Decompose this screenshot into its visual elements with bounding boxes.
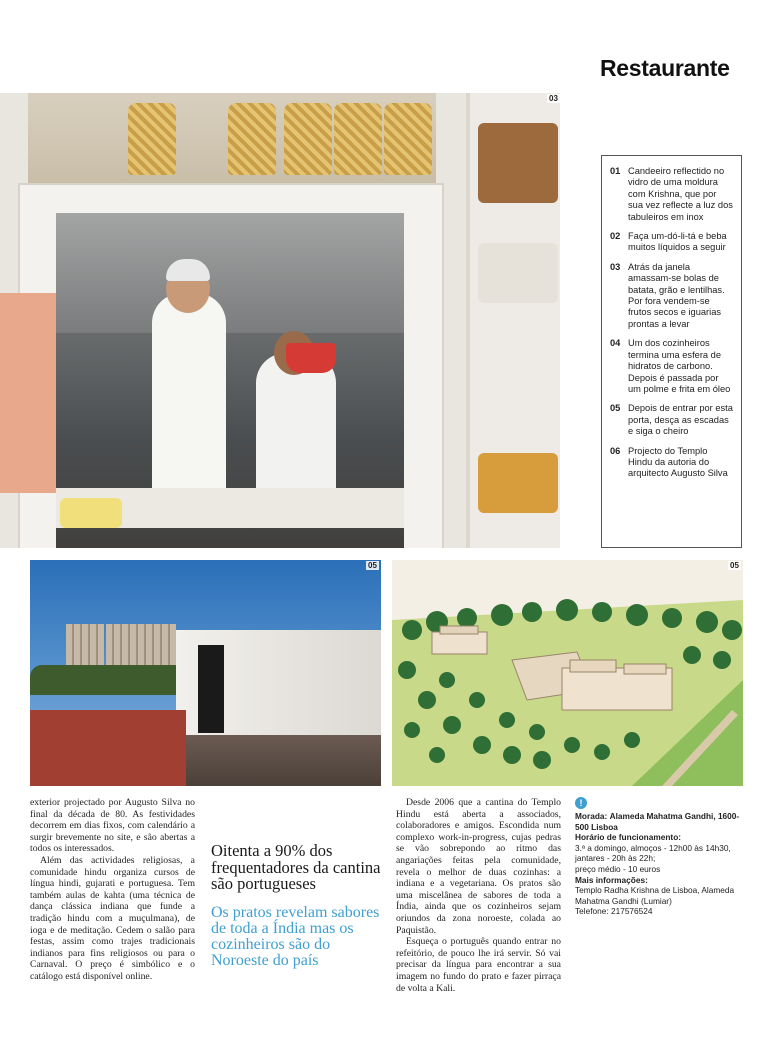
price-value: preço médio - 10 euros	[575, 863, 661, 874]
more-info-value: Templo Radha Krishna de Lisboa, Alameda Mahatma Gandhi (Lumiar)	[575, 885, 735, 906]
pull-quote-headline: Oitenta a 90% dos frequentadores da cantina são portugueses	[211, 841, 381, 893]
pull-quote-subhead: Os pratos revelam sabores de toda a Índia mas os cozinheiros são do Noroeste do país	[211, 903, 380, 969]
kitchen-wall	[56, 213, 404, 333]
snack-bag	[384, 103, 432, 175]
captions-box	[601, 155, 742, 548]
caption-number: 05	[610, 403, 621, 414]
caption-number: 06	[610, 445, 621, 456]
caption-item	[610, 166, 733, 223]
cook-figure-left	[0, 293, 56, 493]
photo-number: 03	[549, 94, 558, 103]
snack-display	[478, 453, 558, 513]
address-label: Morada:	[575, 811, 608, 821]
drawing-illustration	[392, 560, 743, 786]
hours-value: 3.ª a domingo, almoços - 12h00 às 14h30, jantares - 20h às 22h;	[575, 842, 731, 864]
kitchen-photo	[0, 93, 560, 548]
caption-item	[610, 262, 733, 330]
side-shelf	[466, 93, 560, 548]
exterior-photo	[30, 560, 381, 786]
caption-text: Um dos cozinheiros termina uma esfera de hidratos de carbono. Depois é passada por um polme e frita em óleo	[628, 338, 731, 394]
article-column-1	[30, 797, 195, 983]
caption-text: Faça um-dó-li-tá e beba muitos líquidos a seguir	[628, 231, 727, 253]
cook-figure	[152, 293, 226, 513]
pull-quote	[211, 843, 381, 969]
caption-item	[610, 338, 733, 395]
caption-item	[610, 403, 733, 437]
caption-text: Projecto do Templo Hindu da autoria do arquitecto Augusto Silva	[628, 445, 728, 479]
caption-item	[610, 231, 733, 254]
caption-item	[610, 446, 733, 480]
snack-bag	[128, 103, 176, 175]
section-title: Restaurante	[600, 55, 730, 81]
info-icon: !	[575, 797, 587, 809]
red-wall	[30, 710, 186, 786]
snack-bag	[334, 103, 382, 175]
address-value: Alameda Mahatma Gandhi, 1600-500 Lisboa	[575, 811, 740, 832]
entrance-door	[198, 645, 224, 733]
snack-bag	[284, 103, 332, 175]
snack-display	[478, 243, 558, 303]
caption-text: Atrás da janela amassam-se bolas de batata, grão e lentilhas. Por fora vendem-se frutos secos e iguarias prontas a levar	[628, 261, 725, 329]
snack-shelf	[28, 93, 436, 183]
food-tray	[60, 498, 122, 528]
caption-text: Depois de entrar por esta porta, desça as escadas e siga o cheiro	[628, 403, 733, 437]
caption-number: 01	[610, 166, 621, 176]
caption-number: 02	[610, 231, 621, 242]
hours-label: Horário de funcionamento:	[575, 832, 682, 843]
photo-number: 05	[730, 561, 739, 570]
photo-number: 05	[368, 561, 377, 570]
snack-display	[478, 123, 558, 203]
red-bowl	[286, 343, 336, 373]
article-paragraph: Além das actividades religiosas, a comunidade hindu organiza cursos de língua hindi, gujarati e portuguesa. Tem também aulas de kahta (uma técnica de dança clássica indiana que funde a tradição hindu com a muçulmana), de ioga e de meditação. Cedem o salão para festas, assim como trajes tradicionais indianos para fins religiosos ou para o Carnaval. O preço é simbólico e o catálogo está disponível online.	[30, 854, 195, 982]
caption-number: 03	[610, 261, 621, 272]
info-box	[575, 797, 750, 917]
more-info-label: Mais informações:	[575, 874, 648, 885]
article-paragraph: exterior projectado por Augusto Silva no final da década de 80. As festividades decorrem em dias fixos, com calendário a surgir brevemente no site, e são abertas a todos os interessados.	[30, 797, 195, 855]
article-column-3	[396, 797, 561, 994]
article-paragraph: Desde 2006 que a cantina do Templo Hindu está aberta a associados, colaboradores e amigos. Escondida num complexo work-in-progress, cujas pedras se vão sobrepondo ao ritmo das angariações feitas pela comunidade, revela o melhor de duas cozinhas: a indiana e a vegetariana. Os pratos são uma miscelânea de sabores de toda a Índia, ainda que os cozinheiros sejam oriundos da zona noroeste, colada ao Paquistão.	[396, 797, 561, 936]
snack-bag	[228, 103, 276, 175]
temple-drawing	[392, 560, 743, 786]
article-paragraph: Esqueça o português quando entrar no refeitório, de pouco lhe irá servir. Só vai precisar da língua para encontrar a sua imagem no fundo do prato e fazer pirraça de volta a Kali.	[396, 936, 561, 994]
caption-text: Candeeiro reflectido no vidro de uma moldura com Krishna, que por sua vez reflecte a luz dos tabuleiros em inox	[628, 166, 733, 222]
caption-number: 04	[610, 338, 621, 349]
phone-value: Telefone: 217576524	[575, 906, 653, 917]
